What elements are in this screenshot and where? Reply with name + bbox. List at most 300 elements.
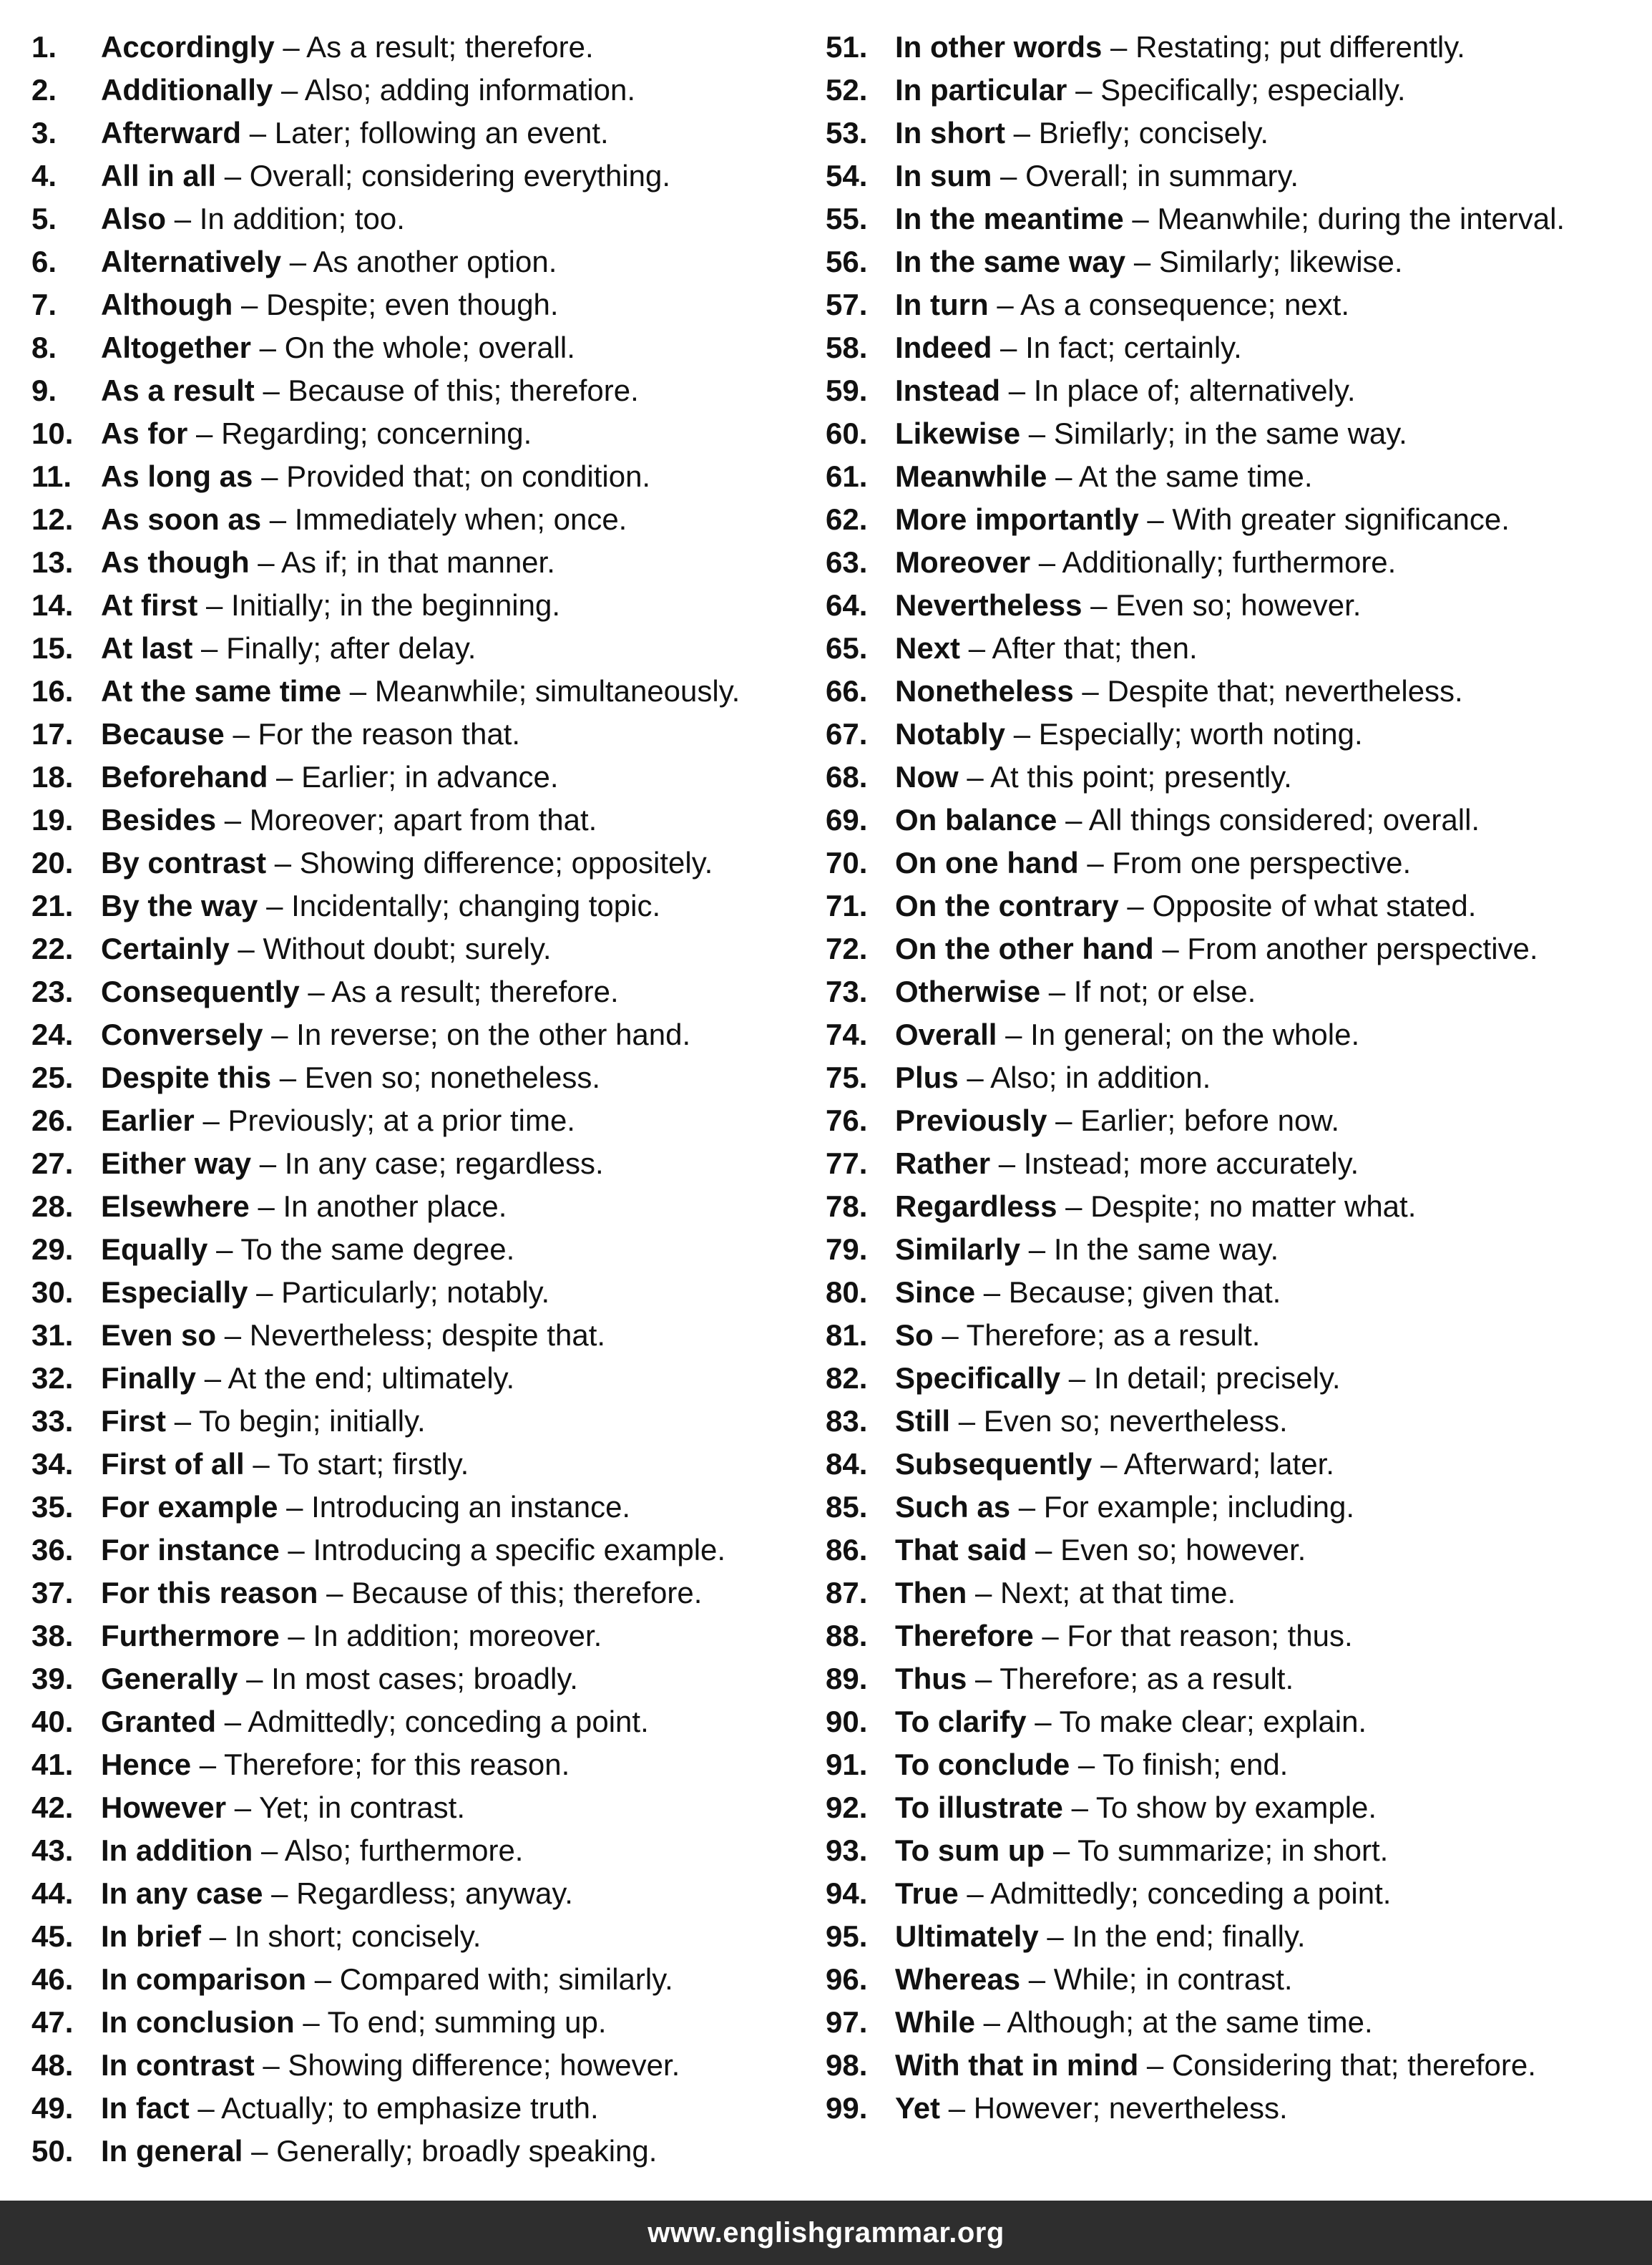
term-definition: Even so; nevertheless. bbox=[983, 1404, 1288, 1438]
item-text bbox=[101, 1614, 602, 1657]
item-number: 17. bbox=[31, 717, 74, 751]
term-definition: As if; in that manner. bbox=[281, 545, 555, 579]
list-item bbox=[826, 842, 1641, 885]
list-item bbox=[826, 1099, 1641, 1142]
dash-separator: – bbox=[1055, 1104, 1072, 1137]
item-text bbox=[101, 1829, 523, 1872]
term-definition: Without doubt; surely. bbox=[263, 932, 552, 965]
term-definition: Showing difference; oppositely. bbox=[299, 846, 713, 880]
item-text bbox=[101, 369, 639, 412]
dash-separator: – bbox=[1028, 1962, 1046, 1996]
transition-term: For example bbox=[101, 1490, 278, 1524]
item-number: 66. bbox=[826, 674, 868, 708]
transition-term: Rather bbox=[895, 1146, 991, 1180]
item-text bbox=[101, 1657, 578, 1700]
item-number: 70. bbox=[826, 846, 868, 880]
dash-separator: – bbox=[1065, 1189, 1082, 1223]
term-definition: If not; or else. bbox=[1073, 975, 1256, 1008]
transition-term: Beforehand bbox=[101, 760, 268, 794]
item-text bbox=[101, 799, 597, 842]
dash-separator: – bbox=[1013, 717, 1031, 751]
dash-separator: – bbox=[1035, 1705, 1052, 1738]
list-item bbox=[31, 885, 804, 927]
dash-separator: – bbox=[948, 2091, 966, 2125]
transition-term: Accordingly bbox=[101, 30, 275, 64]
item-number: 51. bbox=[826, 30, 868, 64]
term-definition: Despite; even though. bbox=[265, 288, 559, 321]
dash-separator: – bbox=[274, 846, 292, 880]
term-definition: In general; on the whole. bbox=[1030, 1018, 1360, 1051]
transition-term: Alternatively bbox=[101, 245, 282, 278]
transition-term: Granted bbox=[101, 1705, 217, 1738]
item-number: 41. bbox=[31, 1748, 74, 1781]
term-definition: Also; furthermore. bbox=[284, 1833, 524, 1867]
list-item bbox=[826, 1829, 1641, 1872]
list-item bbox=[31, 155, 804, 198]
item-text bbox=[101, 1013, 690, 1056]
item-number: 76. bbox=[826, 1104, 868, 1137]
list-item bbox=[826, 756, 1641, 799]
dash-separator: – bbox=[201, 631, 218, 665]
term-definition: Previously; at a prior time. bbox=[228, 1104, 575, 1137]
item-number: 69. bbox=[826, 803, 868, 837]
transition-term: In turn bbox=[895, 288, 989, 321]
transition-term: Although bbox=[101, 288, 233, 321]
transition-term: To clarify bbox=[895, 1705, 1027, 1738]
list-item bbox=[31, 842, 804, 885]
item-number: 23. bbox=[31, 975, 74, 1008]
dash-separator: – bbox=[1127, 889, 1144, 922]
list-item bbox=[31, 1657, 804, 1700]
term-definition: At the same time. bbox=[1078, 459, 1313, 493]
list-item bbox=[826, 584, 1641, 627]
dash-separator: – bbox=[224, 803, 242, 837]
item-text bbox=[101, 541, 555, 584]
transition-term: Despite this bbox=[101, 1061, 272, 1094]
item-number: 81. bbox=[826, 1318, 868, 1352]
item-number: 24. bbox=[31, 1018, 74, 1051]
transition-term: On balance bbox=[895, 803, 1057, 837]
term-definition: Showing difference; however. bbox=[288, 2048, 680, 2082]
list-item bbox=[31, 2130, 804, 2173]
dash-separator: – bbox=[1008, 374, 1026, 407]
list-item bbox=[826, 713, 1641, 756]
term-definition: Later; following an event. bbox=[274, 116, 609, 150]
item-text bbox=[101, 155, 670, 198]
transition-term: To sum up bbox=[895, 1833, 1045, 1867]
item-number: 35. bbox=[31, 1490, 74, 1524]
item-number: 15. bbox=[31, 631, 74, 665]
item-number: 31. bbox=[31, 1318, 74, 1352]
dash-separator: – bbox=[1048, 975, 1066, 1008]
term-definition: In the same way. bbox=[1053, 1232, 1279, 1266]
item-number: 22. bbox=[31, 932, 74, 965]
term-definition: Particularly; notably. bbox=[281, 1275, 550, 1309]
dash-separator: – bbox=[1100, 1447, 1118, 1481]
item-text bbox=[895, 842, 1411, 885]
transition-term: On one hand bbox=[895, 846, 1079, 880]
list-item bbox=[826, 240, 1641, 283]
dash-separator: – bbox=[1055, 459, 1072, 493]
transition-term: Elsewhere bbox=[101, 1189, 250, 1223]
dash-separator: – bbox=[1068, 1361, 1086, 1395]
transition-term: In conclusion bbox=[101, 2005, 295, 2039]
transition-term: Since bbox=[895, 1275, 976, 1309]
term-definition: As a consequence; next. bbox=[1020, 288, 1350, 321]
list-item bbox=[31, 283, 804, 326]
term-definition: Because of this; therefore. bbox=[288, 374, 639, 407]
list-item bbox=[31, 1572, 804, 1614]
transition-term: By the way bbox=[101, 889, 258, 922]
list-item bbox=[826, 2001, 1641, 2044]
item-number: 5. bbox=[31, 202, 57, 235]
item-text bbox=[895, 885, 1476, 927]
dash-separator: – bbox=[968, 631, 986, 665]
list-item bbox=[826, 627, 1641, 670]
list-item bbox=[826, 1056, 1641, 1099]
item-text bbox=[895, 799, 1480, 842]
transition-term: Therefore bbox=[895, 1619, 1034, 1652]
list-item bbox=[31, 970, 804, 1013]
dash-separator: – bbox=[259, 331, 277, 364]
term-definition: All things considered; overall. bbox=[1088, 803, 1480, 837]
item-text bbox=[101, 1357, 514, 1400]
term-definition: In short; concisely. bbox=[234, 1919, 482, 1953]
list-item bbox=[31, 2001, 804, 2044]
list-item bbox=[31, 2087, 804, 2130]
transition-term: In the meantime bbox=[895, 202, 1124, 235]
dash-separator: – bbox=[1065, 803, 1082, 837]
item-number: 79. bbox=[826, 1232, 868, 1266]
list-item bbox=[31, 1314, 804, 1357]
term-definition: Meanwhile; simultaneously. bbox=[374, 674, 741, 708]
item-number: 40. bbox=[31, 1705, 74, 1738]
term-definition: To start; firstly. bbox=[277, 1447, 469, 1481]
item-number: 38. bbox=[31, 1619, 74, 1652]
term-definition: Therefore; for this reason. bbox=[224, 1748, 570, 1781]
dash-separator: – bbox=[1162, 932, 1179, 965]
term-definition: Earlier; in advance. bbox=[301, 760, 559, 794]
transition-term: Thus bbox=[895, 1662, 967, 1695]
dash-separator: – bbox=[279, 1061, 297, 1094]
transition-term: Overall bbox=[895, 1018, 997, 1051]
transition-term: Instead bbox=[895, 374, 1001, 407]
transition-term: Yet bbox=[895, 2091, 941, 2125]
list-item bbox=[31, 1142, 804, 1185]
list-item bbox=[826, 155, 1641, 198]
dash-separator: – bbox=[326, 1576, 343, 1609]
list-item bbox=[31, 1486, 804, 1529]
transition-term: As a result bbox=[101, 374, 255, 407]
term-definition: As another option. bbox=[313, 245, 557, 278]
term-definition: In fact; certainly. bbox=[1025, 331, 1242, 364]
dash-separator: – bbox=[1110, 30, 1128, 64]
item-text bbox=[895, 455, 1313, 498]
item-text bbox=[895, 584, 1361, 627]
item-number: 47. bbox=[31, 2005, 74, 2039]
item-number: 62. bbox=[826, 502, 868, 536]
item-number: 67. bbox=[826, 717, 868, 751]
list-item bbox=[31, 369, 804, 412]
term-definition: To make clear; explain. bbox=[1059, 1705, 1367, 1738]
item-text bbox=[895, 713, 1363, 756]
item-number: 80. bbox=[826, 1275, 868, 1309]
list-item bbox=[31, 326, 804, 369]
dash-separator: – bbox=[288, 1533, 305, 1567]
term-definition: Also; adding information. bbox=[304, 73, 636, 107]
list-item bbox=[826, 283, 1641, 326]
list-item bbox=[826, 326, 1641, 369]
item-text bbox=[101, 1400, 426, 1443]
item-text bbox=[101, 1099, 575, 1142]
item-text bbox=[101, 842, 713, 885]
item-number: 32. bbox=[31, 1361, 74, 1395]
item-text bbox=[101, 112, 609, 155]
transition-term: At last bbox=[101, 631, 193, 665]
list-item bbox=[826, 455, 1641, 498]
term-definition: Also; in addition. bbox=[990, 1061, 1211, 1094]
item-text bbox=[101, 584, 560, 627]
item-number: 48. bbox=[31, 2048, 74, 2082]
list-item bbox=[31, 1958, 804, 2001]
item-text bbox=[101, 1872, 573, 1915]
item-text bbox=[101, 2044, 680, 2087]
item-number: 93. bbox=[826, 1833, 868, 1867]
list-item bbox=[31, 1829, 804, 1872]
item-number: 2. bbox=[31, 73, 57, 107]
dash-separator: – bbox=[1071, 1791, 1088, 1824]
dash-separator: – bbox=[1047, 1919, 1064, 1953]
list-item bbox=[826, 1185, 1641, 1228]
item-text bbox=[101, 1743, 570, 1786]
transition-term: Previously bbox=[895, 1104, 1047, 1137]
item-text bbox=[895, 1056, 1211, 1099]
item-text bbox=[895, 1099, 1339, 1142]
term-definition: Therefore; as a result. bbox=[966, 1318, 1261, 1352]
term-definition: For the reason that. bbox=[258, 717, 521, 751]
transition-term: All in all bbox=[101, 159, 217, 193]
item-text bbox=[101, 412, 532, 455]
item-number: 91. bbox=[826, 1748, 868, 1781]
dash-separator: – bbox=[1018, 1490, 1036, 1524]
dash-separator: – bbox=[308, 975, 325, 1008]
term-definition: At this point; presently. bbox=[990, 760, 1292, 794]
transition-term: At the same time bbox=[101, 674, 342, 708]
dash-separator: – bbox=[1052, 1833, 1070, 1867]
term-definition: Next; at that time. bbox=[1000, 1576, 1236, 1609]
dash-separator: – bbox=[1132, 202, 1149, 235]
transition-term: Whereas bbox=[895, 1962, 1021, 1996]
list-item bbox=[31, 1786, 804, 1829]
transition-term: Finally bbox=[101, 1361, 197, 1395]
transition-term: Such as bbox=[895, 1490, 1011, 1524]
transition-term: For instance bbox=[101, 1533, 280, 1567]
item-number: 21. bbox=[31, 889, 74, 922]
term-definition: Additionally; furthermore. bbox=[1062, 545, 1397, 579]
item-text bbox=[895, 756, 1292, 799]
term-definition: Therefore; as a result. bbox=[999, 1662, 1294, 1695]
transition-term: Additionally bbox=[101, 73, 273, 107]
list-item bbox=[826, 970, 1641, 1013]
dash-separator: – bbox=[1147, 502, 1164, 536]
item-number: 43. bbox=[31, 1833, 74, 1867]
list-item bbox=[826, 1228, 1641, 1271]
transition-term: In fact bbox=[101, 2091, 190, 2125]
list-item bbox=[31, 1357, 804, 1400]
item-text bbox=[101, 2087, 599, 2130]
item-number: 9. bbox=[31, 374, 57, 407]
term-definition: After that; then. bbox=[992, 631, 1198, 665]
item-number: 57. bbox=[826, 288, 868, 321]
item-number: 56. bbox=[826, 245, 868, 278]
dash-separator: – bbox=[349, 674, 367, 708]
term-definition: As a result; therefore. bbox=[331, 975, 619, 1008]
item-text bbox=[895, 112, 1269, 155]
footer-bar bbox=[0, 2201, 1652, 2265]
transition-term: With that in mind bbox=[895, 2048, 1139, 2082]
dash-separator: – bbox=[1042, 1619, 1059, 1652]
item-number: 97. bbox=[826, 2005, 868, 2039]
item-number: 64. bbox=[826, 588, 868, 622]
item-text bbox=[895, 1829, 1388, 1872]
list-item bbox=[826, 112, 1641, 155]
transition-term: Earlier bbox=[101, 1104, 195, 1137]
item-text bbox=[895, 1314, 1260, 1357]
transition-term: Generally bbox=[101, 1662, 238, 1695]
term-definition: Moreover; apart from that. bbox=[249, 803, 597, 837]
item-text bbox=[895, 155, 1299, 198]
item-number: 71. bbox=[826, 889, 868, 922]
item-number: 54. bbox=[826, 159, 868, 193]
item-text bbox=[895, 2044, 1536, 2087]
item-number: 60. bbox=[826, 417, 868, 450]
item-text bbox=[895, 1786, 1377, 1829]
item-number: 61. bbox=[826, 459, 868, 493]
dash-separator: – bbox=[258, 1189, 275, 1223]
term-definition: From one perspective. bbox=[1112, 846, 1412, 880]
term-definition: Afterward; later. bbox=[1123, 1447, 1334, 1481]
item-text bbox=[895, 670, 1463, 713]
dash-separator: – bbox=[249, 116, 267, 150]
list-item bbox=[826, 799, 1641, 842]
dash-separator: – bbox=[286, 1490, 303, 1524]
list-item bbox=[826, 412, 1641, 455]
dash-separator: – bbox=[303, 2005, 320, 2039]
transition-term: First of all bbox=[101, 1447, 245, 1481]
transition-term: Meanwhile bbox=[895, 459, 1047, 493]
term-definition: Even so; however. bbox=[1115, 588, 1362, 622]
dash-separator: – bbox=[224, 1318, 242, 1352]
dash-separator: – bbox=[967, 1876, 984, 1910]
item-number: 12. bbox=[31, 502, 74, 536]
dash-separator: – bbox=[260, 1833, 278, 1867]
list-item bbox=[826, 1958, 1641, 2001]
dash-separator: – bbox=[209, 1919, 227, 1953]
transition-term: Either way bbox=[101, 1146, 252, 1180]
transition-term: Consequently bbox=[101, 975, 300, 1008]
term-definition: Despite that; nevertheless. bbox=[1107, 674, 1463, 708]
item-number: 68. bbox=[826, 760, 868, 794]
item-text bbox=[895, 1743, 1288, 1786]
list-item bbox=[826, 1572, 1641, 1614]
term-definition: Earlier; before now. bbox=[1080, 1104, 1340, 1137]
footer-website[interactable]: www.englishgrammar.org bbox=[647, 2216, 1005, 2249]
dash-separator: – bbox=[1000, 331, 1017, 364]
list-item bbox=[826, 1700, 1641, 1743]
list-item bbox=[31, 198, 804, 240]
term-definition: Even so; nonetheless. bbox=[304, 1061, 601, 1094]
item-number: 78. bbox=[826, 1189, 868, 1223]
list-item bbox=[31, 1228, 804, 1271]
transition-term: On the other hand bbox=[895, 932, 1154, 965]
item-number: 58. bbox=[826, 331, 868, 364]
transition-term: At first bbox=[101, 588, 198, 622]
dash-separator: – bbox=[289, 245, 307, 278]
item-text bbox=[101, 69, 635, 112]
list-item bbox=[31, 1872, 804, 1915]
transition-term: In any case bbox=[101, 1876, 263, 1910]
dash-separator: – bbox=[224, 1705, 242, 1738]
dash-separator: – bbox=[1133, 245, 1151, 278]
right-column-list bbox=[826, 26, 1641, 2130]
item-number: 4. bbox=[31, 159, 57, 193]
term-definition: For example; including. bbox=[1043, 1490, 1354, 1524]
term-definition: To end; summing up. bbox=[327, 2005, 607, 2039]
term-definition: Similarly; in the same way. bbox=[1053, 417, 1407, 450]
item-number: 13. bbox=[31, 545, 74, 579]
term-definition: Despite; no matter what. bbox=[1090, 1189, 1417, 1223]
item-number: 7. bbox=[31, 288, 57, 321]
term-definition: On the whole; overall. bbox=[284, 331, 575, 364]
list-item bbox=[826, 1400, 1641, 1443]
item-text bbox=[101, 713, 520, 756]
item-number: 27. bbox=[31, 1146, 74, 1180]
term-definition: Immediately when; once. bbox=[294, 502, 627, 536]
item-number: 28. bbox=[31, 1189, 74, 1223]
transition-term: In comparison bbox=[101, 1962, 307, 1996]
item-text bbox=[101, 1958, 673, 2001]
item-text bbox=[895, 1572, 1236, 1614]
item-number: 45. bbox=[31, 1919, 74, 1953]
list-item bbox=[826, 1614, 1641, 1657]
transition-term: Now bbox=[895, 760, 959, 794]
list-item bbox=[826, 369, 1641, 412]
item-text bbox=[895, 1228, 1279, 1271]
dash-separator: – bbox=[983, 2005, 1001, 2039]
transition-term: Equally bbox=[101, 1232, 208, 1266]
item-text bbox=[101, 1271, 549, 1314]
dash-separator: – bbox=[1013, 116, 1031, 150]
list-item bbox=[31, 1013, 804, 1056]
term-definition: In the end; finally. bbox=[1072, 1919, 1306, 1953]
term-definition: Nevertheless; despite that. bbox=[249, 1318, 606, 1352]
list-item bbox=[31, 498, 804, 541]
transition-term: In particular bbox=[895, 73, 1067, 107]
list-item bbox=[31, 799, 804, 842]
item-number: 20. bbox=[31, 846, 74, 880]
item-number: 34. bbox=[31, 1447, 74, 1481]
item-number: 33. bbox=[31, 1404, 74, 1438]
dash-separator: – bbox=[276, 760, 293, 794]
dash-separator: – bbox=[1075, 73, 1093, 107]
term-definition: In any case; regardless. bbox=[284, 1146, 604, 1180]
item-number: 87. bbox=[826, 1576, 868, 1609]
term-definition: However; nevertheless. bbox=[973, 2091, 1288, 2125]
term-definition: In reverse; on the other hand. bbox=[296, 1018, 691, 1051]
list-item bbox=[31, 713, 804, 756]
item-text bbox=[895, 627, 1198, 670]
dash-separator: – bbox=[234, 1791, 252, 1824]
